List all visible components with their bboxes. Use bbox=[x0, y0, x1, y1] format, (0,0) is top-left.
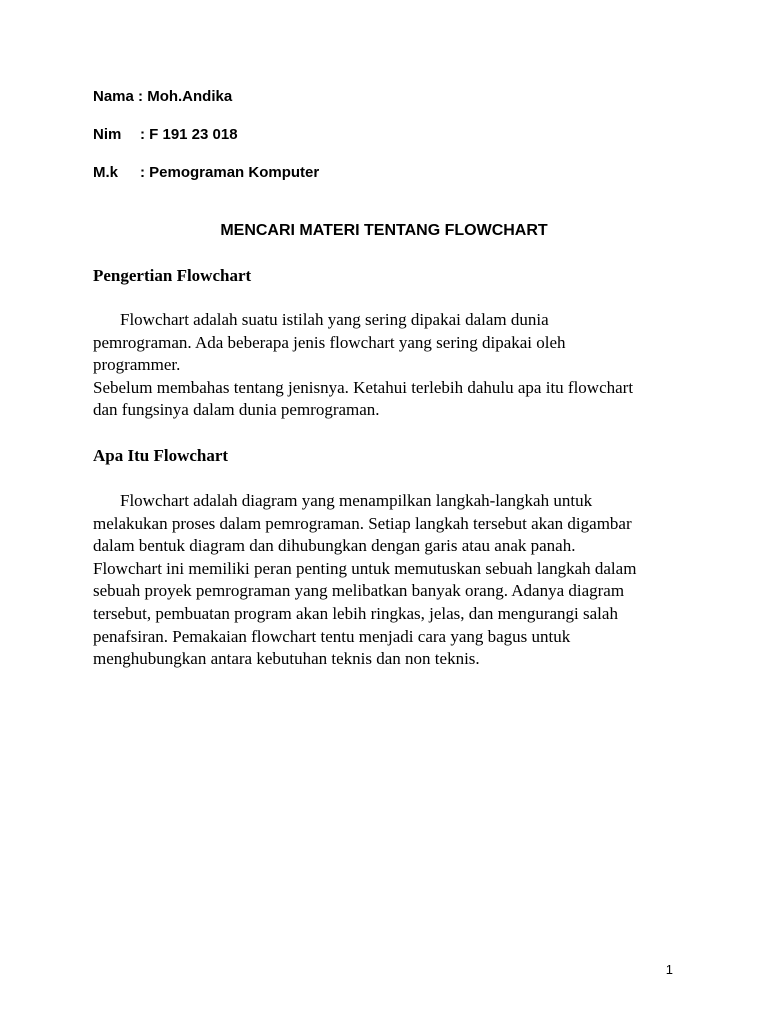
paragraph-line: programmer. bbox=[93, 355, 181, 375]
section-heading-apa-itu: Apa Itu Flowchart bbox=[93, 446, 229, 465]
section-heading-pengertian: Pengertian Flowchart bbox=[93, 266, 252, 285]
nim-value: : F 191 23 018 bbox=[140, 126, 238, 143]
paragraph-line: pemrograman. Ada beberapa jenis flowchart yang sering dipakai oleh bbox=[93, 332, 566, 352]
paragraph-apa-itu bbox=[93, 490, 693, 671]
paragraph-line: dalam bentuk diagram dan dihubungkan dengan garis atau anak panah. bbox=[93, 536, 576, 556]
course-line bbox=[93, 164, 319, 182]
paragraph-line: menghubungkan antara kebutuhan teknis dan non teknis. bbox=[93, 649, 480, 669]
paragraph-line: penafsiran. Pemakaian flowchart tentu menjadi cara yang bagus untuk bbox=[93, 626, 571, 646]
paragraph-line: dan fungsinya dalam dunia pemrograman. bbox=[93, 400, 380, 420]
course-label: M.k bbox=[93, 164, 119, 181]
paragraph-line: Flowchart adalah diagram yang menampilkan langkah-langkah untuk bbox=[120, 491, 593, 510]
nim-label: Nim bbox=[93, 126, 122, 143]
student-nim-line bbox=[93, 126, 238, 144]
paragraph-line: tersebut, pembuatan program akan lebih ringkas, jelas, dan mengurangi salah bbox=[93, 603, 618, 623]
paragraph-line: Sebelum membahas tentang jenisnya. Ketahui terlebih dahulu apa itu flowchart bbox=[93, 377, 634, 397]
name-label: Nama bbox=[93, 88, 134, 105]
paragraph-pengertian bbox=[93, 309, 693, 422]
document-title: MENCARI MATERI TENTANG FLOWCHART bbox=[220, 222, 548, 239]
paragraph-line: Flowchart adalah suatu istilah yang sering dipakai dalam dunia bbox=[120, 310, 549, 329]
course-value: : Pemograman Komputer bbox=[140, 164, 320, 181]
page-number: 1 bbox=[665, 962, 673, 977]
student-name-line bbox=[93, 88, 232, 106]
paragraph-line: melakukan proses dalam pemrograman. Setiap langkah tersebut akan digambar bbox=[93, 513, 632, 533]
name-value: : Moh.Andika bbox=[138, 88, 233, 105]
paragraph-line: sebuah proyek pemrograman yang melibatkan banyak orang. Adanya diagram bbox=[93, 581, 625, 601]
paragraph-line: Flowchart ini memiliki peran penting untuk memutuskan sebuah langkah dalam bbox=[93, 558, 637, 578]
